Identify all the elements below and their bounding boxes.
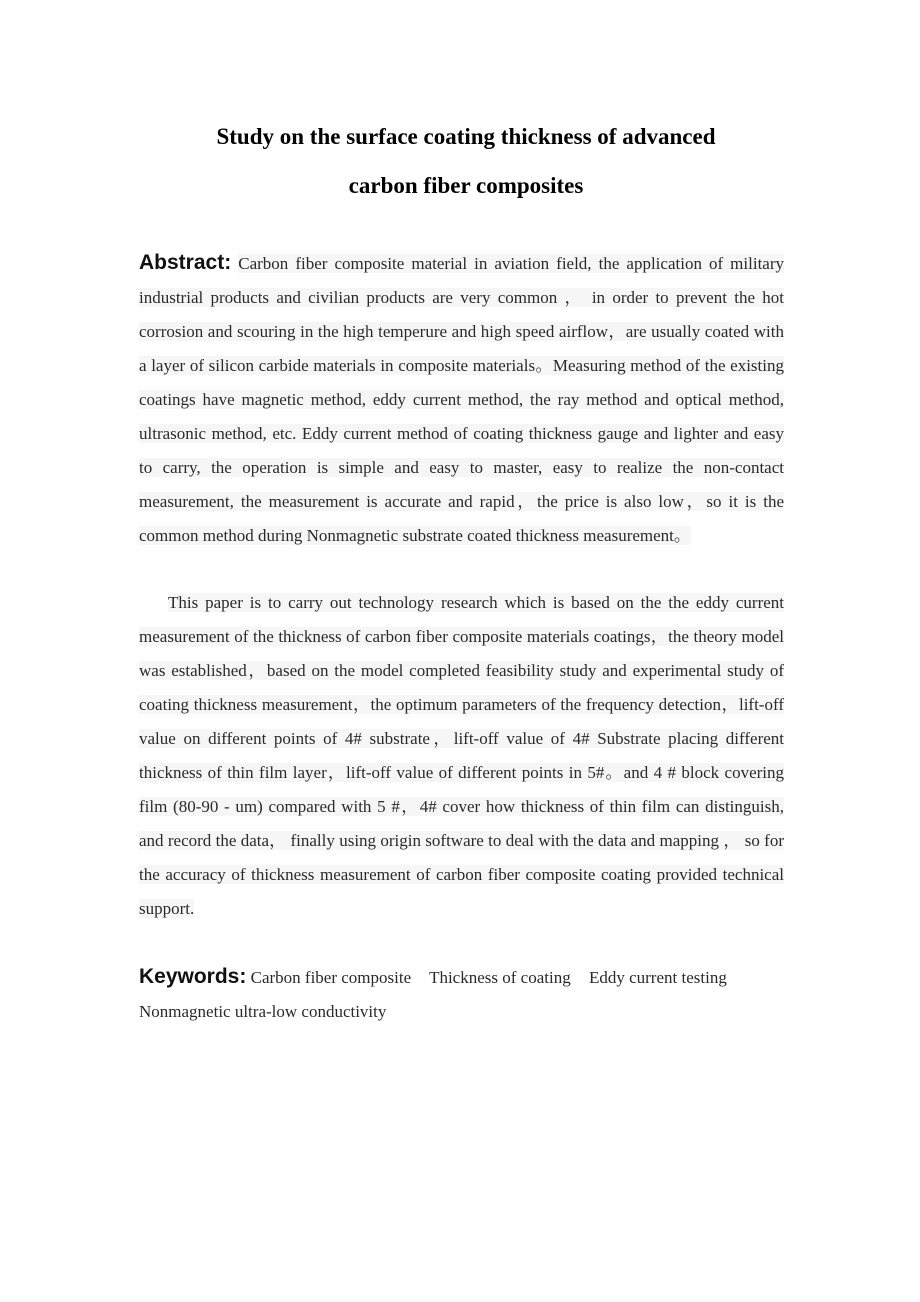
keyword-item: Eddy current testing (588, 968, 727, 987)
abstract-text: Carbon fiber composite material in aviation field, the application of military industrial products and civilian products are very common ， in order to prevent the hot corrosion and scouring in the high temperure and high speed airflow，are usually coated with a layer of silicon carbide materials in composite materials。Measuring method of the existing coatings have magnetic method, eddy current method, the ray method and optical method, ultrasonic method, etc. Eddy current method of coating thickness gauge and lighter and easy to carry, the operation is simple and easy to master, easy to realize the non-contact measurement, the measurement is accurate and rapid，the price is also low，so it is the common method during Nonmagnetic substrate coated thickness measurement。 (139, 254, 785, 545)
keyword-item: Carbon fiber composite (250, 968, 412, 987)
keywords-section (139, 960, 784, 1029)
paper-title-line-1: Study on the surface coating thickness of advanced (216, 124, 716, 149)
abstract-label: Abstract: (139, 251, 232, 274)
abstract-paragraph-2-text: This paper is to carry out technology research which is based on the the eddy current measurement of the thickness of carbon fiber composite materials coatings，the theory model was established，based on the model completed feasibility study and experimental study of coating thickness measurement，the optimum parameters of the frequency detection，lift-off value on different points of 4# substrate，lift-off value of 4# Substrate placing different thickness of thin film layer，lift-off value of different points in 5#。and 4 # block covering film (80-90 - um) compared with 5 #，4# cover how thickness of thin film can distinguish, and record the data， finally using origin software to deal with the data and mapping ， so for the accuracy of thickness measurement of carbon fiber composite coating provided technical support. (139, 593, 784, 918)
keyword-item: Thickness of coating (429, 968, 571, 987)
keyword-item: Nonmagnetic ultra-low conductivity (139, 1002, 387, 1021)
keywords-label: Keywords: (139, 965, 247, 988)
paper-title-line-2: carbon fiber composites (348, 173, 584, 198)
abstract-paragraph-2 (139, 586, 784, 926)
abstract-paragraph (139, 246, 784, 553)
